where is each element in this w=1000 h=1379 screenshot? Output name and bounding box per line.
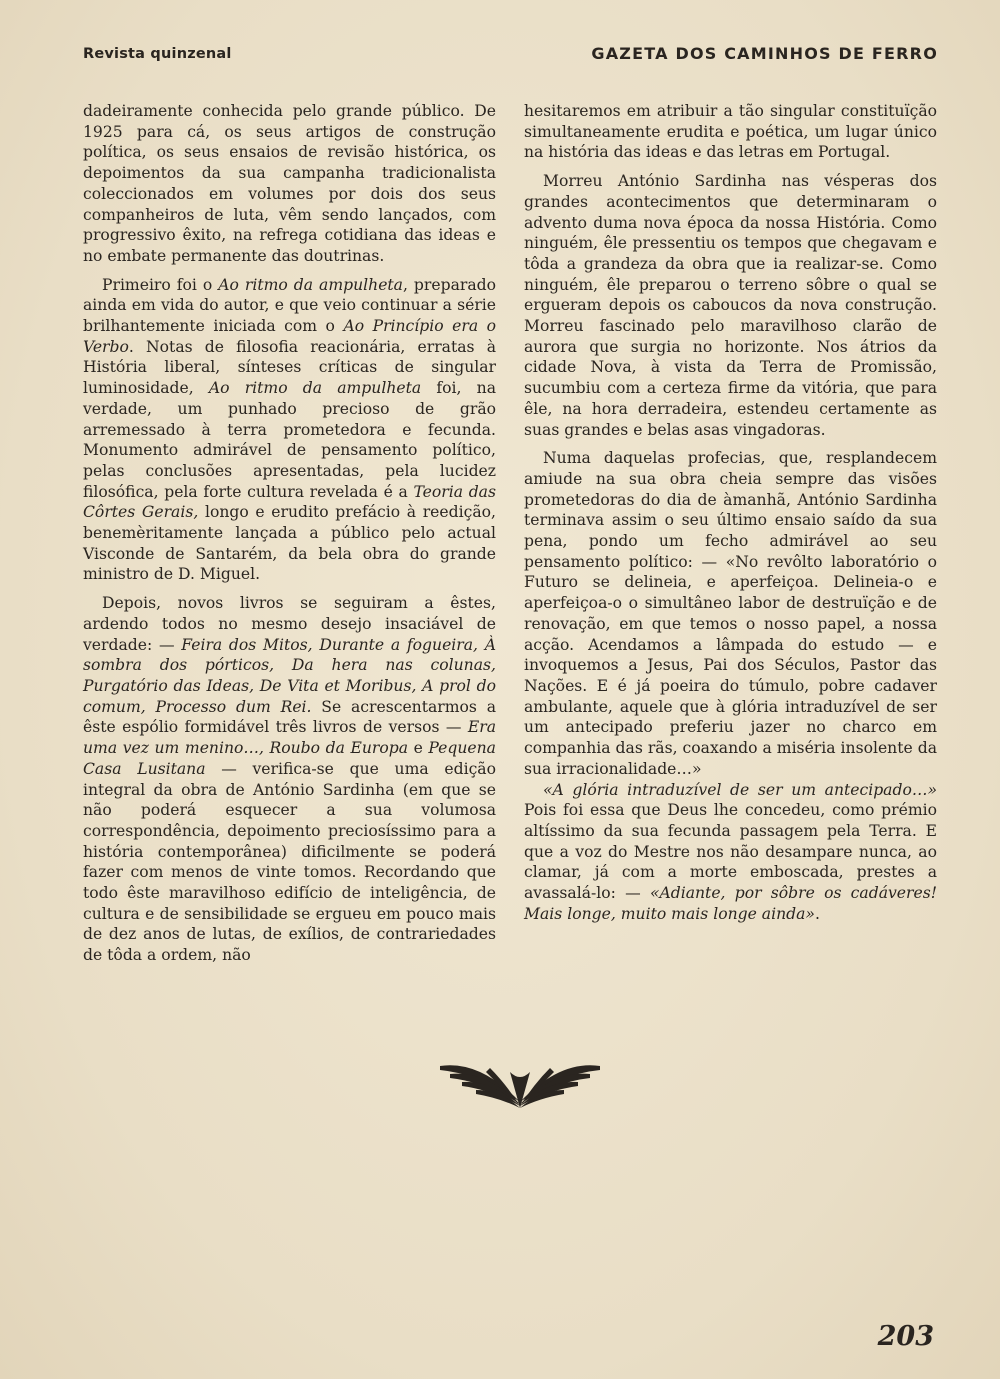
paragraph: Numa daquelas profecias, que, resplandecem amiude na sua obra cheia sempre das visões prometedoras do dia de àmanhã, António Sardinha terminava assim o seu último ensaio saído da sua pena, pondo um fecho admirável ao seu pensamento político: — «No revôlto laboratório o Futuro se delineia, e aperfeiçoa. Delineia-o e aperfeiçoa-o o simultâneo labor de destruïção e de renovação, em que temos o nosso papel, a nossa acção. Acendamos a lâmpada do estudo — e invoquemos a Jesus, Pai dos Séculos, Pastor das Nações. E é já poeira do túmulo, pobre cadaver ambulante, aquele que à glória intraduzível de ser um antecipado preferiu jazer no charco em companhia das rãs, coaxando a miséria insolente da sua irracionalidade…» <box>524 449 937 778</box>
header-right: GAZETA DOS CAMINHOS DE FERRO <box>591 44 938 63</box>
ornament-rays-icon <box>440 1060 600 1120</box>
paragraph: hesitaremos em atribuir a tão singular constituïção simultaneamente erudita e poética, um lugar único na história das ideas e das letras em Portugal. <box>524 102 937 162</box>
paragraph: «A glória intraduzível de ser um antecipado…» Pois foi essa que Deus lhe concedeu, como prémio altíssimo da sua fecunda passagem pela Terra. E que a voz do Mestre nos não desampare nunca, ao clamar, já com a morte emboscada, prestes a avassalá-lo: — «Adiante, por sôbre os cadáveres! Mais longe, muito mais longe ainda». <box>524 780 937 923</box>
right-column <box>524 101 937 924</box>
paragraph: Morreu António Sardinha nas vésperas dos grandes acontecimentos que determinaram o advento duma nova época da nossa História. Como ninguém, êle pressentiu os tempos que chegavam e tôda a grandeza da obra que ia realizar-se. Como ninguém, êle preparou o terreno sôbre o qual se ergueram depois os caboucos da nova construção. Morreu fascinado pelo maravilhoso clarão de aurora que surgia no horizonte. Nos átrios da cidade Nova, à vista da Terra de Promissão, sucumbiu com a certeza firme da vitória, que para êle, na hora derradeira, estendeu certamente as suas grandes e belas asas vingadoras. <box>524 172 937 439</box>
header-left: Revista quinzenal <box>83 46 232 62</box>
running-head <box>83 42 938 66</box>
page-number: 203 <box>877 1321 934 1352</box>
paragraph: Primeiro foi o Ao ritmo da ampulheta, preparado ainda em vida do autor, e que veio continuar a série brilhantemente iniciada com o Ao Princípio era o Verbo. Notas de filosofia reacionária, erratas à História liberal, sínteses críticas de singular luminosidade, Ao ritmo da ampulheta foi, na verdade, um punhado precioso de grão arremessado à terra prometedora e fecunda. Monumento admirável de pensamento político, pelas conclusões apresentadas, pela lucidez filosófica, pela forte cultura revelada é a Teoria das Côrtes Gerais, longo e erudito prefácio à reedição, benemèritamente lançada a público pelo actual Visconde de Santarém, da bela obra do grande ministro de D. Miguel. <box>83 275 496 584</box>
left-column <box>83 101 496 966</box>
paragraph: Depois, novos livros se seguiram a êstes, ardendo todos no mesmo desejo insaciável de verdade: — Feira dos Mitos, Durante a fogueira, À sombra dos pórticos, Da hera nas colunas, Purgatório das Ideas, De Vita et Moribus, A prol do comum, Processo dum Rei. Se acrescentarmos a êste espólio formidável três livros de versos — Era uma vez um menino…, Roubo da Europa e Pequena Casa Lusitana — verifica-se que uma edição integral da obra de António Sardinha (em que se não poderá esquecer a sua volumosa correspondência, depoimento preciosíssimo para a história contemporânea) dificilmente se poderá fazer com menos de vinte tomos. Recordando que todo êste maravilhoso edifício de inteligência, de cultura e de sensibilidade se ergueu em pouco mais de dez anos de lutas, de exílios, de contrariedades de tôda a ordem, não <box>83 594 497 965</box>
paragraph: dadeiramente conhecida pelo grande público. De 1925 para cá, os seus artigos de construção política, os seus ensaios de revisão histórica, os depoimentos da sua campanha tradicionalista coleccionados em volumes por dois dos seus companheiros de luta, vêm sendo lançados, com progressivo êxito, na refrega cotidiana das ideas e no embate permanente das doutrinas. <box>83 102 496 265</box>
